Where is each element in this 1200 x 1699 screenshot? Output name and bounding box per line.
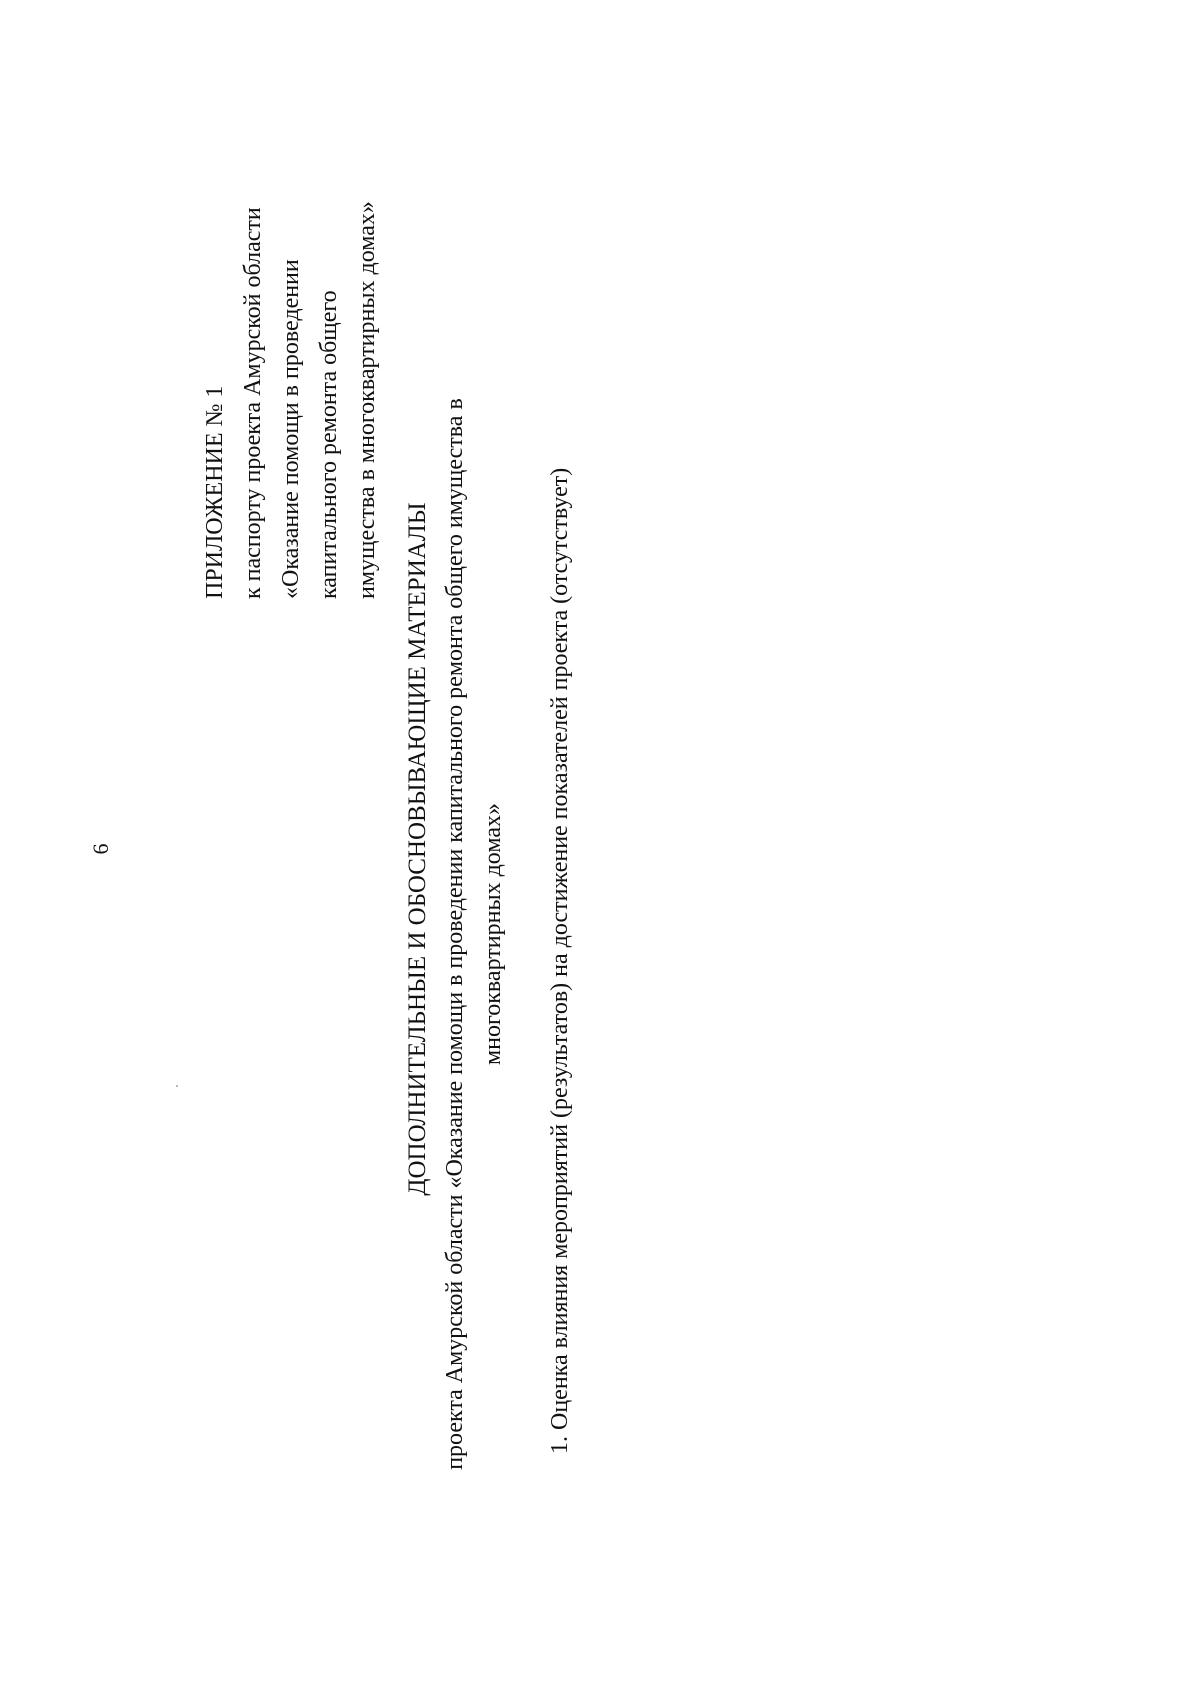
- appendix-line: имущества в многоквартирных домах»: [354, 201, 380, 599]
- section-heading: 1. Оценка влияния мероприятий (результатов) на достижение показателей проекта (отсутствует): [547, 467, 573, 1454]
- appendix-line: «Оказание помощи в проведении: [278, 259, 304, 599]
- document-subtitle: проекта Амурской области «Оказание помощи в проведении капитального ремонта общего имущества в многоквартирных домах»: [442, 398, 506, 1470]
- appendix-line: капитального ремонта общего: [316, 290, 342, 599]
- appendix-line: к паспорту проекта Амурской области: [240, 207, 266, 599]
- scan-speck: [176, 1085, 178, 1087]
- appendix-block: [196, 39, 386, 599]
- appendix-heading: ПРИЛОЖЕНИЕ № 1: [202, 385, 228, 599]
- page-number: 6: [88, 843, 113, 855]
- document-title: ДОПОЛНИТЕЛЬНЫЕ И ОБОСНОВЫВАЮЩИЕ МАТЕРИАЛЫ: [404, 502, 431, 1196]
